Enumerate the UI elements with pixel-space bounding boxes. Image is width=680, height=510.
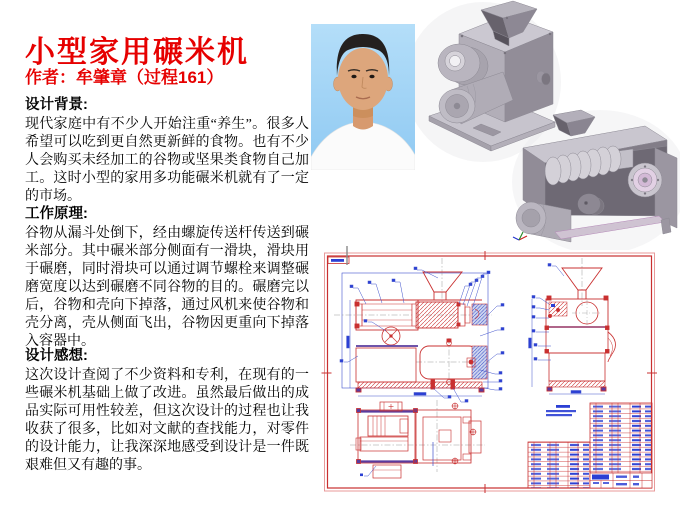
- title-block: [590, 473, 652, 488]
- milling-chamber-end: [628, 163, 662, 197]
- parts-list-table-2: [528, 442, 590, 488]
- section-heading: 设计感想:: [25, 348, 88, 364]
- section-working-principle: [25, 202, 309, 351]
- author-line: 作者：牟肇章（过程161）: [25, 68, 224, 87]
- section-heading: 工作原理:: [25, 206, 88, 222]
- section-design-reflection: [25, 344, 309, 475]
- base-plate: [358, 382, 482, 388]
- fan-motor: [578, 194, 600, 214]
- cad-renders: [415, 0, 680, 250]
- section-design-background: [25, 93, 309, 206]
- screw-section: [416, 302, 458, 328]
- eye-left: [351, 75, 356, 79]
- page-title: 小型家用碾米机: [25, 36, 249, 69]
- parts-list-table: [590, 403, 652, 473]
- assembly-drawing: [320, 246, 680, 510]
- section-heading: 设计背景:: [25, 97, 88, 113]
- origin-triad-icon: [513, 232, 527, 240]
- section-body: 谷物从漏斗处倒下，经由螺旋传送杆传送到碾米部分。其中碾米部分侧面有一滑块，滑块用于碾磨，同时滑块可以通过调节螺栓来调整碾磨宽度以达到碾磨不同谷物的目的。碾磨完以后，谷物和壳向下掉落，通过风机来使谷物和壳分离，壳从侧面飞出，谷物因更重向下掉落入容器中。: [25, 226, 309, 349]
- section-body: 现代家庭中有不少人开始注重“养生”。很多人希望可以吃到更自然更新鲜的食物。也有不少人会购买未经加工的谷物或坚果类食物自己加工。这时小型的家用多功能碾米机就有了一定的市场。: [25, 117, 309, 204]
- notes-and-tables: [528, 403, 652, 488]
- author-photo: [311, 24, 415, 170]
- section-body: 这次设计查阅了不少资料和专利，在现有的一些碾米机基础上做了改进。虽然最后做出的成品实际可用性较差，但这次设计的过程也让我收获了很多，比如对文献的查找能力，对零件的设计能力，让我深深地感受到设计是一件既艰难但又有趣的事。: [25, 368, 309, 473]
- eye-right: [369, 75, 374, 79]
